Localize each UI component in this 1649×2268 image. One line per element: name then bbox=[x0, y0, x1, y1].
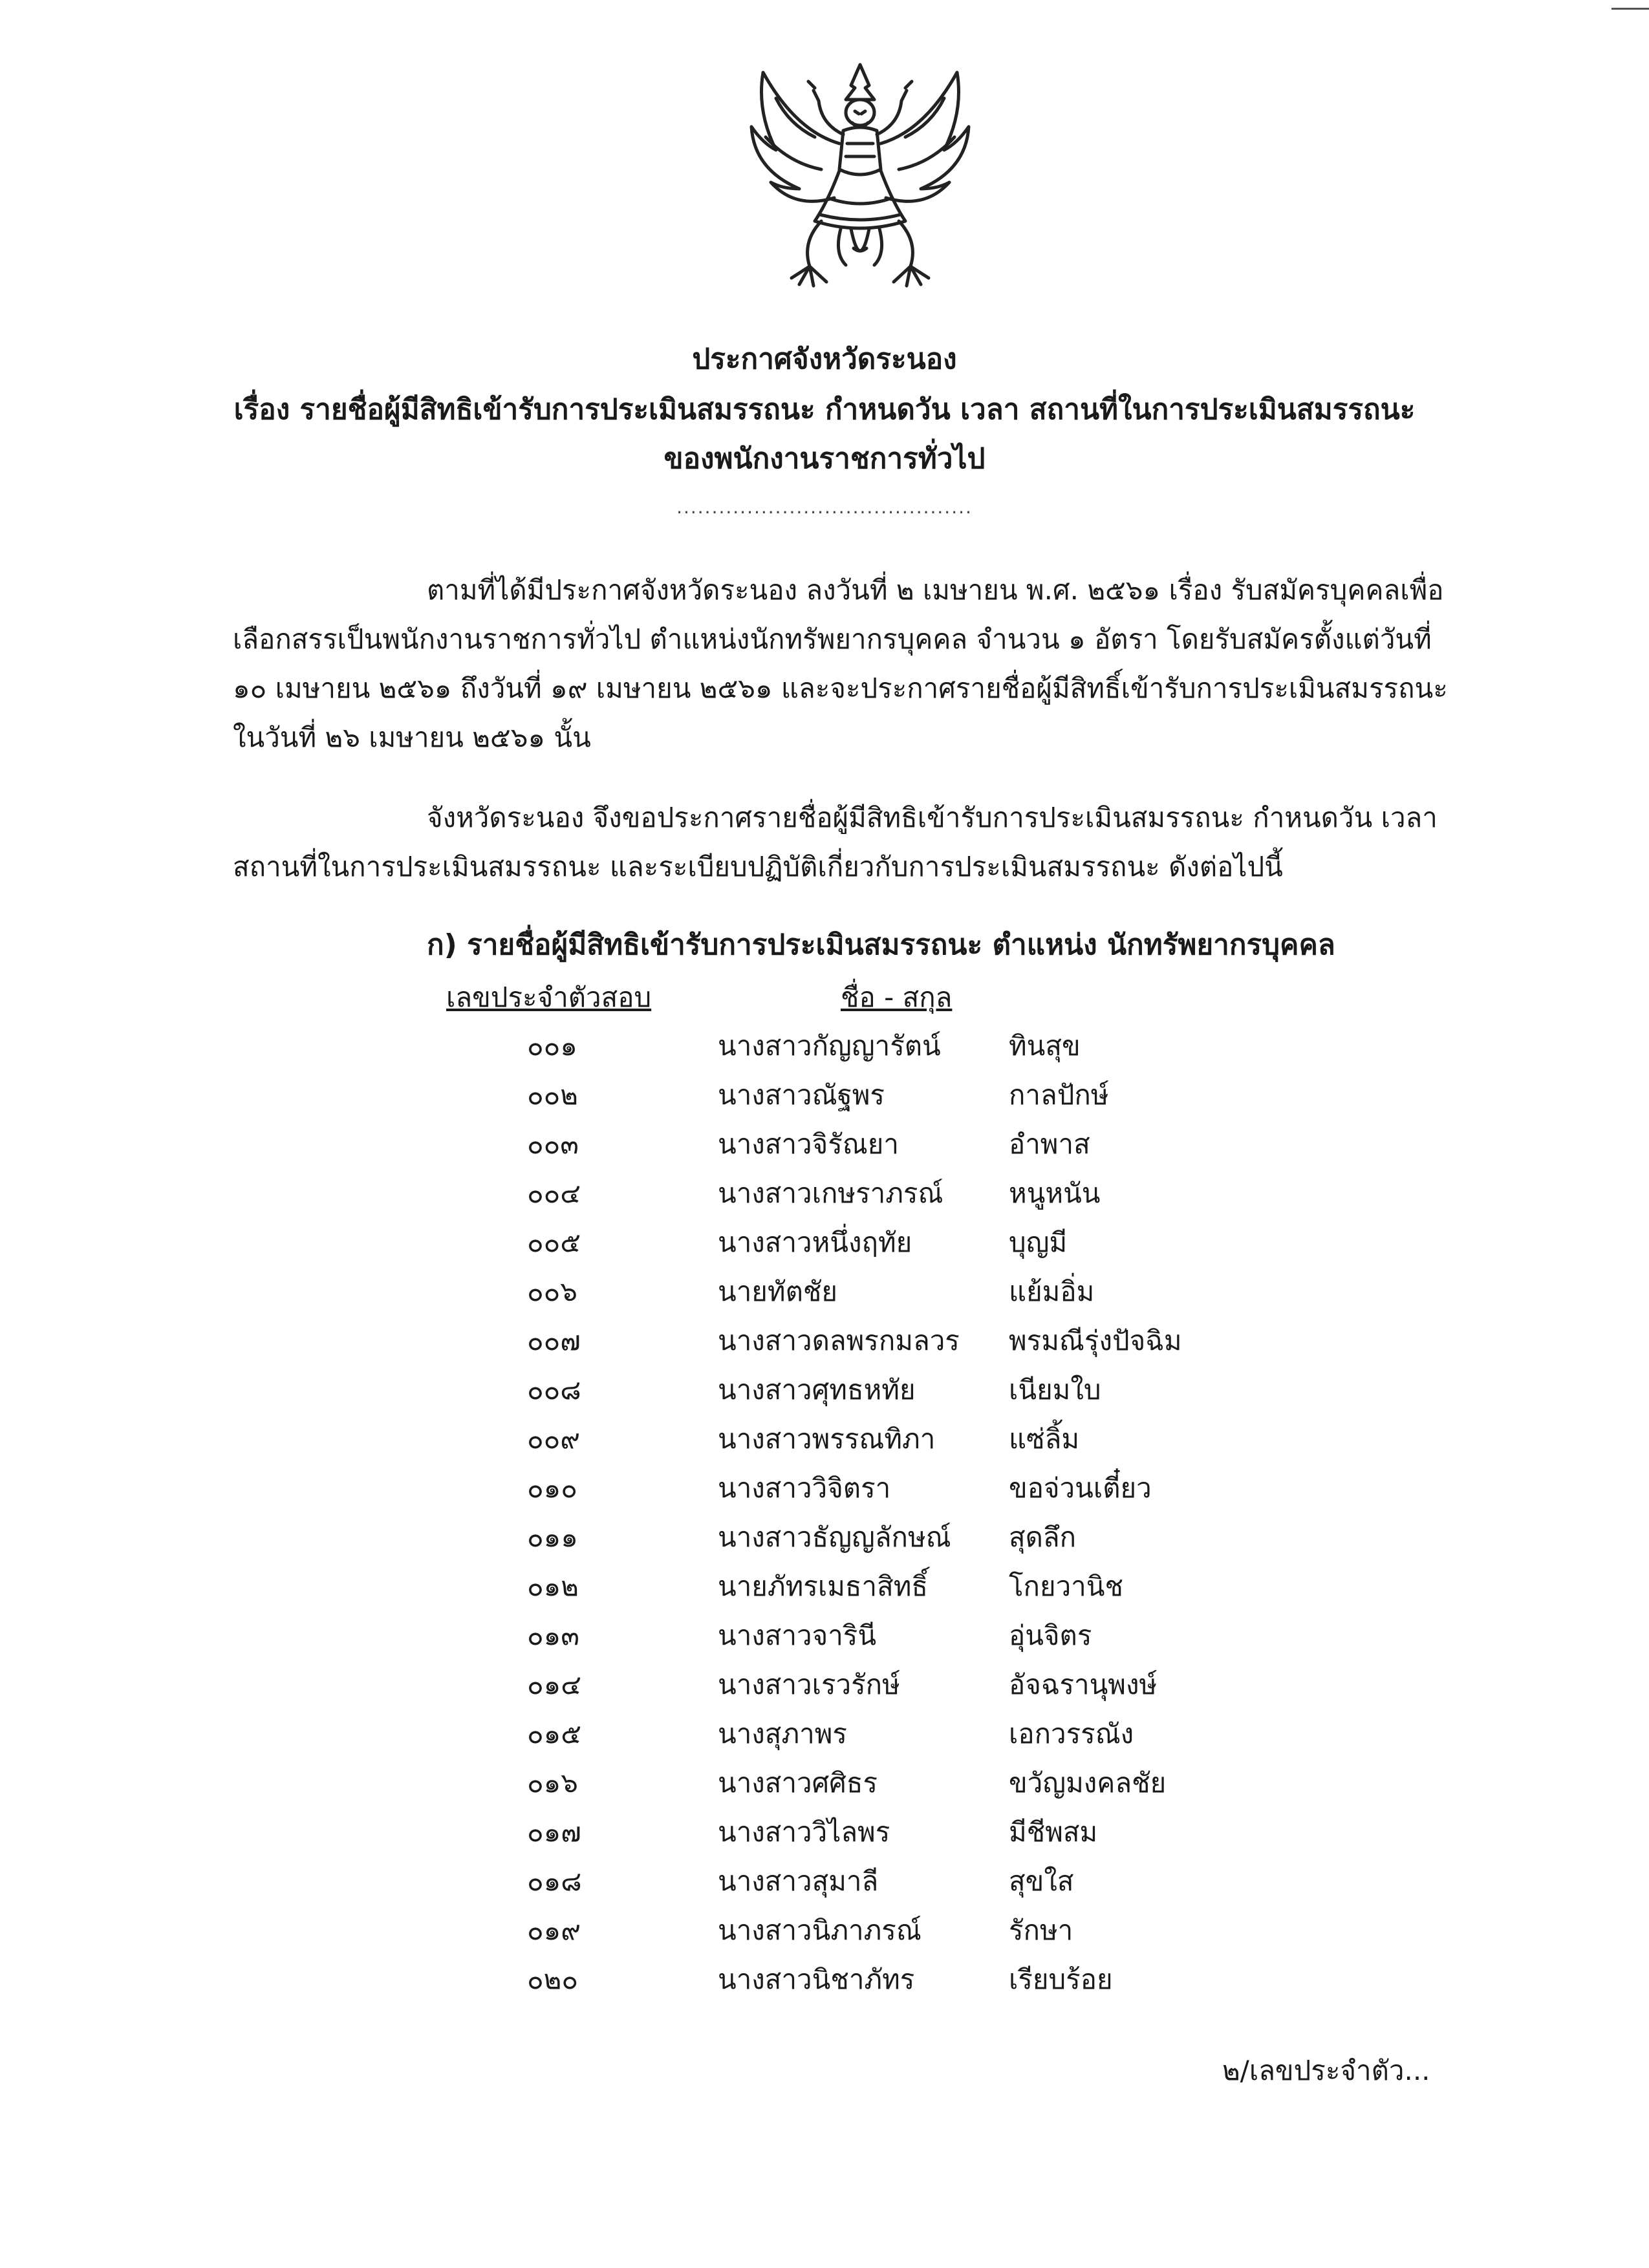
paragraph1-line: ๑๐ เมษายน ๒๕๖๑ ถึงวันที่ ๑๙ เมษายน ๒๕๖๑ และจะประกาศรายชื่อผู้มีสิทธิ์เข้ารับการประเมินสมรรถนะ bbox=[233, 672, 1448, 704]
candidate-last-name: ขอจ่วนเตี๋ยว bbox=[1009, 1472, 1152, 1504]
candidate-id: ๐๑๕ bbox=[527, 1718, 582, 1749]
candidate-id: ๐๐๗ bbox=[527, 1325, 581, 1356]
paragraph1-line: ตามที่ได้มีประกาศจังหวัดระนอง ลงวันที่ ๒ เมษายน พ.ศ. ๒๕๖๑ เรื่อง รับสมัครบุคคลเพื่อ bbox=[427, 574, 1444, 606]
candidate-last-name: เอกวรรณัง bbox=[1009, 1718, 1134, 1749]
candidate-row bbox=[0, 1221, 1649, 1270]
candidate-first-name: นางสาวหนึ่งฤทัย bbox=[718, 1226, 912, 1258]
candidate-first-name: นางสาวพรรณทิภา bbox=[718, 1423, 936, 1455]
candidate-row bbox=[0, 1025, 1649, 1074]
candidate-row bbox=[0, 1565, 1649, 1614]
candidate-last-name: กาลปักษ์ bbox=[1009, 1079, 1109, 1111]
paragraph1-line: ในวันที่ ๒๖ เมษายน ๒๕๖๑ นั้น bbox=[233, 722, 591, 753]
candidate-first-name: นางสาวดลพรกมลวร bbox=[718, 1325, 960, 1356]
candidate-last-name: อัจฉรานุพงษ์ bbox=[1009, 1669, 1158, 1700]
candidate-id: ๐๑๓ bbox=[527, 1620, 580, 1651]
candidate-id: ๐๑๐ bbox=[527, 1472, 577, 1504]
candidate-id: ๐๐๔ bbox=[527, 1177, 581, 1209]
announcement-title: ประกาศจังหวัดระนอง bbox=[692, 343, 957, 376]
candidate-first-name: นายทัตชัย bbox=[718, 1276, 837, 1307]
candidate-row bbox=[0, 1467, 1649, 1516]
candidate-row bbox=[0, 1516, 1649, 1565]
announcement-subject-line1: เรื่อง รายชื่อผู้มีสิทธิเข้ารับการประเมินสมรรถนะ กำหนดวัน เวลา สถานที่ในการประเมินสมรรถนะ bbox=[233, 393, 1416, 426]
candidate-id: ๐๑๘ bbox=[527, 1865, 582, 1897]
candidate-last-name: พรมณีรุ่งปัจฉิม bbox=[1009, 1325, 1182, 1356]
candidate-row bbox=[0, 1811, 1649, 1860]
candidate-row bbox=[0, 1860, 1649, 1909]
candidate-id: ๐๐๘ bbox=[527, 1374, 581, 1406]
candidate-last-name: แย้มอิ่ม bbox=[1009, 1276, 1095, 1307]
candidate-row bbox=[0, 1320, 1649, 1369]
candidate-first-name: นางสาวนิภาภรณ์ bbox=[718, 1914, 921, 1946]
candidate-first-name: นางสาวเกษราภรณ์ bbox=[718, 1177, 943, 1209]
candidate-first-name: นางสุภาพร bbox=[718, 1718, 847, 1749]
candidate-row bbox=[0, 1172, 1649, 1221]
candidate-first-name: นางสาวศศิธร bbox=[718, 1767, 878, 1799]
candidate-first-name: นางสาววิจิตรา bbox=[718, 1472, 891, 1504]
candidate-id: ๐๐๖ bbox=[527, 1276, 577, 1307]
candidate-row bbox=[0, 1369, 1649, 1418]
column-header-name: ชื่อ - สกุล bbox=[841, 981, 953, 1013]
candidate-last-name: แซ่ลิ้ม bbox=[1009, 1423, 1079, 1455]
candidate-first-name: นางสาววิไลพร bbox=[718, 1816, 890, 1848]
candidate-last-name: สุขใส bbox=[1009, 1865, 1074, 1897]
candidate-id: ๐๑๗ bbox=[527, 1816, 581, 1848]
candidate-row bbox=[0, 1614, 1649, 1664]
candidate-id: ๐๑๔ bbox=[527, 1669, 582, 1700]
candidate-first-name: นางสาวณัฐพร bbox=[718, 1079, 885, 1111]
candidate-last-name: ทินสุข bbox=[1009, 1030, 1081, 1062]
candidate-row bbox=[0, 1074, 1649, 1123]
candidate-first-name: นางสาวสุมาลี bbox=[718, 1865, 879, 1897]
candidate-id: ๐๑๖ bbox=[527, 1767, 578, 1799]
candidate-row bbox=[0, 1270, 1649, 1320]
candidate-last-name: สุดลึก bbox=[1009, 1521, 1077, 1553]
paragraph2-line: จังหวัดระนอง จึงขอประกาศรายชื่อผู้มีสิทธิเข้ารับการประเมินสมรรถนะ กำหนดวัน เวลา bbox=[427, 802, 1438, 833]
candidate-first-name: นางสาวจารินี bbox=[718, 1620, 877, 1651]
candidate-last-name: อุ่นจิตร bbox=[1009, 1620, 1092, 1651]
candidate-id: ๐๑๙ bbox=[527, 1914, 581, 1946]
candidate-id: ๐๐๓ bbox=[527, 1128, 579, 1160]
candidate-row bbox=[0, 1713, 1649, 1762]
candidate-last-name: โกยวานิช bbox=[1009, 1570, 1123, 1602]
candidate-first-name: นางสาวกัญญารัตน์ bbox=[718, 1030, 941, 1062]
candidate-id: ๐๒๐ bbox=[527, 1963, 578, 1995]
candidate-last-name: ขวัญมงคลชัย bbox=[1009, 1767, 1167, 1799]
candidate-last-name: บุญมี bbox=[1009, 1226, 1068, 1258]
candidate-id: ๐๐๙ bbox=[527, 1423, 581, 1455]
candidate-first-name: นางสาวเรวรักษ์ bbox=[718, 1669, 900, 1700]
candidate-row bbox=[0, 1418, 1649, 1467]
candidate-id: ๐๐๑ bbox=[527, 1030, 577, 1062]
candidate-last-name: หนูหนัน bbox=[1009, 1177, 1101, 1209]
candidate-last-name: เนียมใบ bbox=[1009, 1374, 1101, 1406]
candidate-row bbox=[0, 1762, 1649, 1811]
section-heading: ก) รายชื่อผู้มีสิทธิเข้ารับการประเมินสมรรถนะ ตำแหน่ง นักทรัพยากรบุคคล bbox=[427, 928, 1335, 961]
candidate-first-name: นางสาวจิรัณยา bbox=[718, 1128, 899, 1160]
candidate-id: ๐๐๒ bbox=[527, 1079, 578, 1111]
paragraph1-line: เลือกสรรเป็นพนักงานราชการทั่วไป ตำแหน่งนักทรัพยากรบุคคล จำนวน ๑ อัตรา โดยรับสมัครตั้งแต่วันที่ bbox=[233, 623, 1432, 655]
column-header-id: เลขประจำตัวสอบ bbox=[446, 981, 652, 1013]
page-continuation: ๒/เลขประจำตัว... bbox=[1222, 2055, 1430, 2086]
candidate-first-name: นางสาวนิชาภัทร bbox=[718, 1963, 915, 1995]
candidate-first-name: นางสาวธัญญลักษณ์ bbox=[718, 1521, 951, 1553]
announcement-subject-line2: ของพนักงานราชการทั่วไป bbox=[663, 442, 986, 475]
candidate-row bbox=[0, 1909, 1649, 1958]
candidate-first-name: นางสาวศุทธหทัย bbox=[718, 1374, 916, 1406]
candidate-id: ๐๑๒ bbox=[527, 1570, 579, 1602]
scan-edge-mark bbox=[1611, 8, 1649, 10]
candidate-last-name: อำพาส bbox=[1009, 1128, 1090, 1160]
separator-dots: .......................................... bbox=[676, 497, 973, 518]
candidate-last-name: มีชีพสม bbox=[1009, 1816, 1098, 1848]
paragraph2-line: สถานที่ในการประเมินสมรรถนะ และระเบียบปฏิบัติเกี่ยวกับการประเมินสมรรถนะ ดังต่อไปนี้ bbox=[233, 851, 1283, 883]
candidate-first-name: นายภัทรเมธาสิทธิ์ bbox=[718, 1570, 929, 1602]
candidate-row bbox=[0, 1123, 1649, 1172]
candidate-id: ๐๑๑ bbox=[527, 1521, 578, 1553]
candidate-row bbox=[0, 1664, 1649, 1713]
garuda-emblem-icon bbox=[737, 59, 983, 300]
candidate-last-name: เรียบร้อย bbox=[1009, 1963, 1113, 1995]
candidate-row bbox=[0, 1958, 1649, 2007]
candidate-id: ๐๐๕ bbox=[527, 1226, 581, 1258]
candidate-last-name: รักษา bbox=[1009, 1914, 1073, 1946]
